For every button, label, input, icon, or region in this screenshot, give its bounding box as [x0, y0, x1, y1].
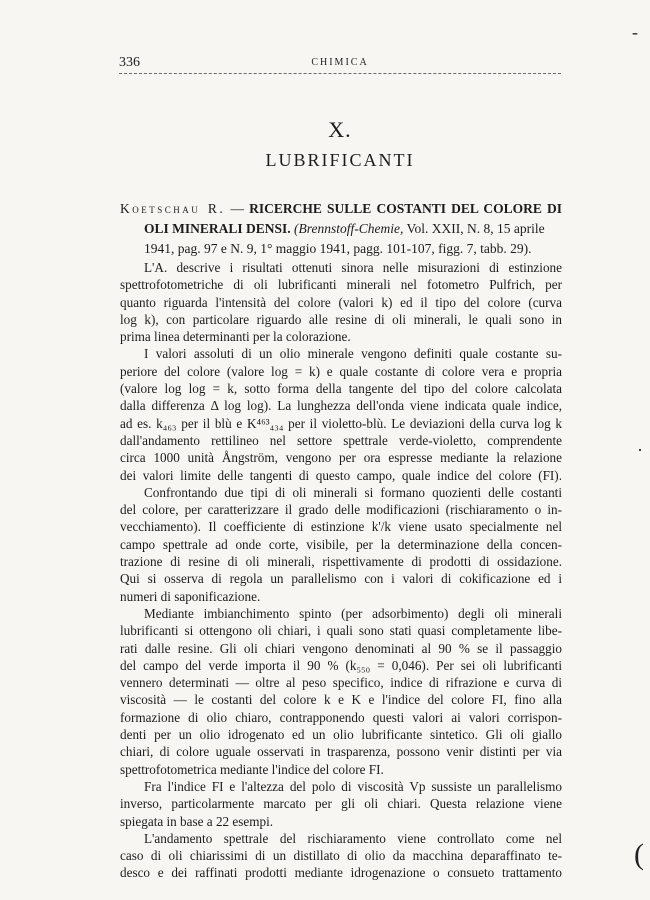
text-line: rati dalle resine. Gli oli chiari vengono denominati al 90 % se il passaggio	[120, 640, 562, 656]
text-line: L'andamento spettrale del rischiaramento viene controllato come nel	[144, 830, 562, 846]
text-line: viscosità — le costanti del colore k e K e l'indice del colore FI, fino alla	[120, 692, 562, 708]
author-name: Koetschau R.	[120, 201, 226, 216]
reference-dash: —	[225, 201, 250, 216]
text-line: spettrofotometriche di oli lubrificanti minerali nel fotometro Pulfrich, per	[120, 277, 562, 293]
reference-line-1	[120, 199, 562, 219]
text-line: inverso, particolarmente marcato per gli oli chiari. Questa relazione viene	[120, 796, 562, 812]
reference-line-2	[120, 219, 562, 239]
text-line: del campo del verde importa il 90 % (k₅₅₀ = 0,046). Per sei oli lubrificanti	[120, 657, 562, 673]
text-line: dalla differenza Δ log log). La lunghezza dell'onda viene indicata quale indice,	[120, 398, 562, 414]
text-line: log k), con particolare riguardo alle resine di oli minerali, le quali sono in	[120, 311, 562, 327]
text-line: Confrontando due tipi di oli minerali si formano quozienti delle costanti	[144, 484, 562, 500]
reference-line-3: 1941, pag. 97 e N. 9, 1° maggio 1941, pagg. 101-107, figg. 7, tabb. 29).	[144, 241, 532, 256]
text-line: circa 1000 unità Ångström, vengono per ora espresse mediante la relazione	[120, 450, 562, 466]
running-head: CHIMICA	[311, 57, 369, 68]
text-line: quanto riguarda l'intensità del colore (valori k) ed il tipo del colore (curva	[120, 294, 562, 310]
page-header	[119, 55, 561, 73]
article-title-part-1: RICERCHE SULLE COSTANTI DEL COLORE DI	[249, 201, 562, 216]
article-title-part-2: OLI MINERALI DENSI.	[144, 221, 291, 236]
text-line: desco e dei raffinati prodotti mediante idrogenazione o consueto trattamento	[120, 865, 562, 881]
text-line: vennero determinati — oltre al peso specifico, indice di rifrazione e curva di	[120, 675, 562, 691]
text-line: spettrofotometrica mediante l'indice del colore FI.	[120, 761, 384, 777]
margin-mark-bottom: (	[634, 838, 644, 871]
text-line: chiari, di colore uguale osservati in trasparenza, possono venir distinti per via	[120, 744, 562, 760]
text-line: Qui si osserva di regola un parallelismo con i valori di cokificazione ed i	[120, 571, 562, 587]
journal-name: (Brennstoff-Chemie,	[294, 221, 404, 236]
abstract-body	[120, 259, 562, 882]
text-line: formazione di olio chiaro, contrapponendo questi valori ai valori corrispon-	[120, 709, 562, 725]
text-line: vecchiamento). Il coefficiente di estinzione k'/k viene usato specialmente nel	[120, 519, 562, 535]
text-line: periore del colore (valore log = k) e quale costante di colore vera e propria	[120, 363, 562, 379]
text-line: caso di oli chiarissimi di un distillato di olio da macchina deparaffinato te-	[120, 848, 562, 864]
text-line: L'A. descrive i risultati ottenuti sinora nelle misurazioni di estinzione	[144, 260, 562, 275]
reference-details: Vol. XXII, N. 8, 15 aprile	[403, 221, 545, 236]
chapter-title: LUBRIFICANTI	[265, 150, 415, 170]
margin-mark-top: -	[632, 22, 638, 42]
text-line: I valori assoluti di un olio minerale vengono definiti quale costante su-	[144, 346, 562, 362]
text-line: spiegata in base a 22 esempi.	[120, 813, 274, 829]
text-line: Mediante imbianchimento spinto (per adsorbimento) degli oli minerali	[144, 605, 562, 621]
text-line: dall'andamento rettilineo nel settore spettrale verde-violetto, comprendente	[120, 432, 562, 448]
chapter-number: X.	[328, 117, 352, 142]
margin-mark-middle: ·	[637, 440, 643, 460]
text-line: dei valori limite delle tangenti di questo campo, quale indice del colore (FI).	[120, 467, 562, 483]
text-line: prima linea determinanti per la colorazione.	[120, 329, 351, 345]
text-line: campo spettrale ad onde corte, visibile, per la determinazione della concen-	[120, 536, 562, 552]
page-number: 336	[119, 55, 140, 70]
text-line: trazione di resine di oli minerali, rispettivamente di prodotti di ossidazione.	[120, 554, 562, 570]
text-line: (valore log log = k, sotto forma della tangente del tipo del colore calcolata	[120, 381, 562, 397]
text-line: lubrificanti si ottengono oli chiari, i quali sono stati quasi completamente libe-	[120, 623, 562, 639]
text-line: denti per un olio idrogenato ed un olio lubrificante sintetico. Gli oli giallo	[120, 727, 562, 743]
text-line: del colore, per caratterizzare il grado delle modificazioni (rischiaramento o in-	[120, 502, 562, 518]
text-line: ad es. k₄₆₃ per il blù e K⁴⁶³₄₃₄ per il violetto-blù. Le deviazioni della curva log k	[120, 415, 562, 431]
text-line: Fra l'indice FI e l'altezza del polo di viscosità Vp sussiste un parallelismo	[144, 778, 562, 794]
text-line: numeri di saponificazione.	[120, 588, 261, 604]
header-rule	[119, 73, 561, 74]
bibliographic-reference	[120, 199, 562, 259]
